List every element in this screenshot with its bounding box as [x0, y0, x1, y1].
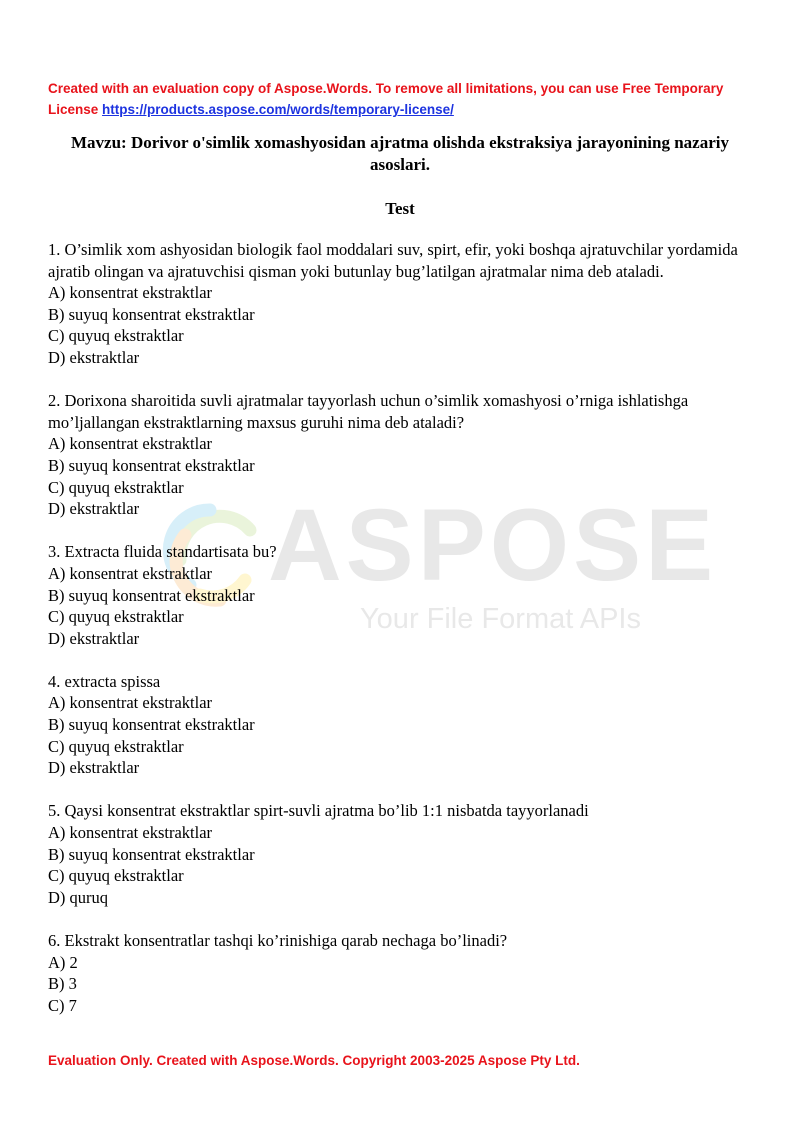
answer-option: C) 7 — [48, 995, 77, 1015]
answer-option: B) suyuq konsentrat ekstraktlar — [48, 304, 255, 324]
question-4 — [48, 671, 760, 779]
answer-option: C) quyuq ekstraktlar — [48, 607, 184, 627]
answer-option: B) suyuq konsentrat ekstraktlar — [48, 844, 255, 864]
evaluation-notice-text: Created with an evaluation copy of Aspose.Words. To remove all limitations, you can use Free Temporary License — [48, 81, 724, 117]
question-6 — [48, 930, 760, 1016]
answer-option: D) quruq — [48, 887, 109, 907]
answer-option: A) konsentrat ekstraktlar — [48, 434, 213, 454]
answer-option: D) ekstraktlar — [48, 347, 140, 367]
answer-option: B) 3 — [48, 974, 77, 994]
question-list — [48, 239, 760, 1038]
answer-option: B) suyuq konsentrat ekstraktlar — [48, 455, 255, 475]
question-text: 2. Dorixona sharoitida suvli ajratmalar tayyorlash uchun o’simlik xomashyosi o’rniga ishlatishga mo’ljallangan ekstraktlarning maxsus guruhi nima deb ataladi? — [48, 391, 689, 432]
answer-option: B) suyuq konsentrat ekstraktlar — [48, 585, 255, 605]
answer-option: A) konsentrat ekstraktlar — [48, 693, 213, 713]
answer-option: C) quyuq ekstraktlar — [48, 326, 184, 346]
question-2 — [48, 390, 760, 520]
answer-option: C) quyuq ekstraktlar — [48, 866, 184, 886]
answer-option: B) suyuq konsentrat ekstraktlar — [48, 715, 255, 735]
answer-option: D) ekstraktlar — [48, 499, 140, 519]
document-subtitle: Test — [385, 199, 415, 218]
evaluation-footer: Evaluation Only. Created with Aspose.Words. Copyright 2003-2025 Aspose Pty Ltd. — [48, 1053, 580, 1068]
question-5 — [48, 800, 760, 908]
document-title: Mavzu: Dorivor o'simlik xomashyosidan ajratma olishda ekstraksiya jarayonining nazariy asoslari. — [71, 133, 729, 174]
answer-option: A) konsentrat ekstraktlar — [48, 823, 213, 843]
answer-option: D) ekstraktlar — [48, 758, 140, 778]
answer-option: D) ekstraktlar — [48, 628, 140, 648]
question-1 — [48, 239, 760, 369]
watermark-brand: ASPOSE — [268, 488, 718, 602]
question-text: 3. Extracta fluida standartisata bu? — [48, 542, 277, 562]
question-text: 5. Qaysi konsentrat ekstraktlar spirt-suvli ajratma bo’lib 1:1 nisbatda tayyorlanadi — [48, 801, 589, 821]
answer-option: A) konsentrat ekstraktlar — [48, 563, 213, 583]
question-text: 6. Ekstrakt konsentratlar tashqi ko’rinishiga qarab nechaga bo’linadi? — [48, 931, 508, 950]
temporary-license-link[interactable]: https://products.aspose.com/words/temporary-license/ — [102, 102, 454, 117]
answer-option: A) 2 — [48, 952, 78, 972]
answer-option: C) quyuq ekstraktlar — [48, 736, 184, 756]
question-text: 4. extracta spissa — [48, 671, 161, 691]
evaluation-notice — [48, 78, 748, 120]
answer-option: A) konsentrat ekstraktlar — [48, 283, 213, 303]
question-3 — [48, 541, 760, 649]
watermark-tagline: Your File Format APIs — [360, 603, 641, 635]
answer-option: C) quyuq ekstraktlar — [48, 477, 184, 497]
question-text: 1. O’simlik xom ashyosidan biologik faol moddalari suv, spirt, efir, yoki boshqa ajratuvchilar yordamida ajratib olingan va ajratuvchisi qisman yoki butunlay bug’latilgan ajratmalar nima deb ataladi. — [48, 240, 738, 281]
